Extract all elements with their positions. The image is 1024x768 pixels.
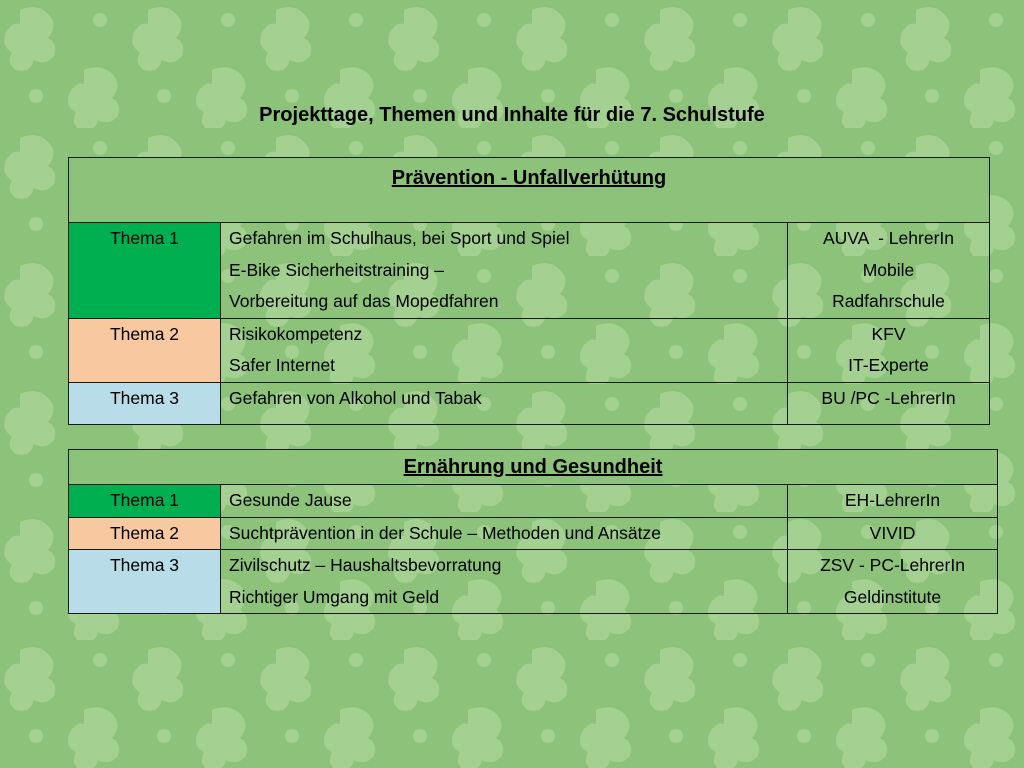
inhalt-line: Suchtprävention in der Schule – Methoden und Ansätze: [229, 522, 661, 543]
thema-cell: Thema 1: [69, 485, 221, 518]
inhalt-line: Gefahren von Alkohol und Tabak: [229, 387, 482, 408]
inhalt-line: Safer Internet: [229, 355, 336, 375]
inhalt-line: Gefahren im Schulhaus, bei Sport und Spiel: [229, 228, 570, 248]
partner-line: AUVA - LehrerIn: [823, 228, 954, 248]
partner-line: EH-LehrerIn: [844, 490, 941, 510]
inhalt-cell: [221, 517, 788, 550]
partner-line: KFV: [871, 323, 906, 344]
thema-cell: Thema 2: [69, 318, 221, 382]
partner-cell: [788, 223, 990, 319]
partner-line: Radfahrschule: [832, 291, 945, 311]
inhalt-cell: [221, 223, 788, 319]
partner-line: VIVID: [869, 522, 916, 543]
inhalt-cell: [221, 382, 788, 425]
thema-cell: Thema 3: [69, 382, 221, 425]
section-heading: Prävention - Unfallverhütung: [69, 158, 990, 223]
inhalt-line: Gesunde Jause: [229, 490, 352, 510]
inhalt-line: E-Bike Sicherheitstraining –: [229, 259, 444, 280]
praevention-table: [68, 157, 990, 425]
partner-line: ZSV - PC-LehrerIn: [820, 555, 965, 575]
ernaehrung-table: [68, 449, 998, 614]
thema-cell: Thema 2: [69, 517, 221, 550]
partner-cell: [788, 517, 998, 550]
partner-line: IT-Experte: [848, 355, 929, 375]
partner-cell: [788, 550, 998, 614]
inhalt-cell: [221, 550, 788, 614]
section-heading: Ernährung und Gesundheit: [69, 450, 998, 485]
thema-cell: Thema 1: [69, 223, 221, 319]
partner-line: BU /PC -LehrerIn: [821, 387, 956, 408]
page-title: Projekttage, Themen und Inhalte für die 7. Schulstufe: [259, 104, 765, 126]
partner-cell: [788, 382, 990, 425]
partner-cell: [788, 318, 990, 382]
inhalt-line: Richtiger Umgang mit Geld: [229, 586, 440, 607]
inhalt-line: Zivilschutz – Haushaltsbevorratung: [229, 555, 502, 575]
inhalt-cell: [221, 318, 788, 382]
inhalt-line: Vorbereitung auf das Mopedfahren: [229, 291, 499, 311]
partner-line: Geldinstitute: [843, 586, 942, 607]
inhalt-cell: [221, 485, 788, 518]
inhalt-line: Risikokompetenz: [229, 323, 363, 344]
partner-cell: [788, 485, 998, 518]
partner-line: Mobile: [862, 259, 915, 280]
thema-cell: Thema 3: [69, 550, 221, 614]
